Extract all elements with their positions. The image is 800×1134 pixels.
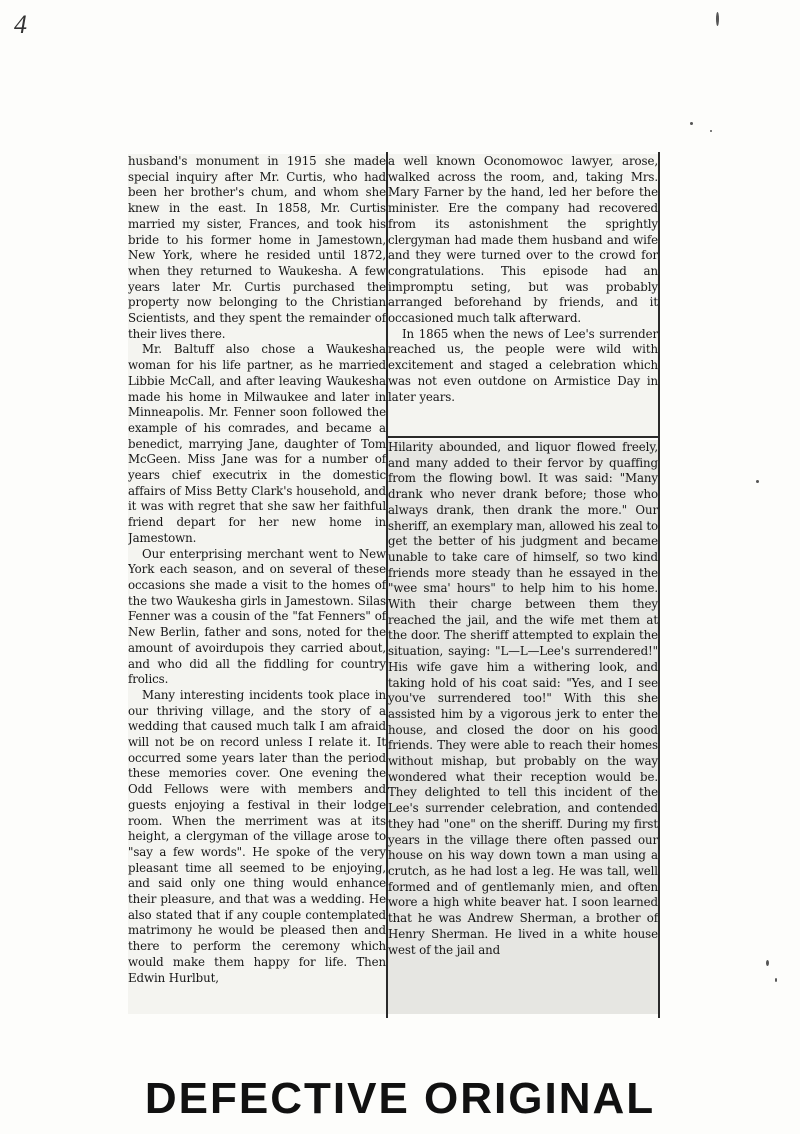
clipping-cut-line	[388, 436, 658, 438]
page-number: 4	[14, 10, 27, 39]
paragraph: Hilarity abounded, and liquor flowed freely, and many added to their fervor by quaffing from the flowing bowl. It was said: "Many drank who never drank before; those who always drank, then drank the more." Our sheriff, an exemplary man, allowed his zeal to get the better of his judgment and became unable to take care of himself, so two kind friends more steady than he essayed in the "wee sma' hours" to help him to his home. With their charge between them they reached the jail, and the wife met them at the door. The sheriff attempted to explain the situation, saying: "L—L—Lee's surrendered!" His wife gave him a withering look, and taking hold of his coat said: "Yes, and I see you've surrendered too!" With this she assisted him by a vigorous jerk to enter the house, and closed the door on his good friends. They were able to reach their homes without mishap, but probably on the way wondered what their reception would be. They delighted to tell this incident of the Lee's surrender celebration, and contended they had "one" on the sheriff. During my first years in the village there often passed our house on his way down town a man using a crutch, as he had lost a leg. He was tall, well formed and of gentlemanly mien, and often wore a high white beaver hat. I soon learned that he was Andrew Sherman, a brother of Henry Sherman. He lived in a white house west of the jail and	[388, 440, 658, 957]
scan-speck	[716, 12, 719, 26]
scan-speck	[710, 130, 712, 132]
clipping-edge	[658, 152, 660, 1018]
scan-speck	[766, 960, 769, 966]
article-column-right-bottom	[388, 440, 658, 1014]
article-column-right-top	[388, 154, 658, 438]
paragraph: Our enterprising merchant went to New York each season, and on several of these occasions she made a visit to the homes of the two Waukesha girls in Jamestown. Silas Fenner was a cousin of the "fat Fenners" of New Berlin, father and sons, noted for the amount of avoirdupois they carried about, and who did all the fiddling for country frolics.	[128, 546, 386, 687]
article-column-left	[128, 154, 386, 1014]
paragraph: Many interesting incidents took place in our thriving village, and the story of a wedding that caused much talk I am afraid will not be on record unless I relate it. It occurred some years later than the period these memories cover. One evening the Odd Fellows were with members and guests enjoying a festival in their lodge room. When the merriment was at its height, a clergyman of the village arose to "say a few words". He spoke of the very pleasant time all seemed to be enjoying, and said only one thing would enhance their pleasure, and that was a wedding. He also stated that if any couple contemplated matrimony he would be pleased then and there to perform the ceremony which would make them happy for life. Then Edwin Hurlbut,	[128, 687, 386, 985]
scan-speck	[756, 480, 759, 483]
paragraph: In 1865 when the news of Lee's surrender reached us, the people were wild with excitement and staged a celebration which was not even outdone on Armistice Day in later years.	[388, 326, 658, 404]
defective-original-stamp: DEFECTIVE ORIGINAL	[144, 1074, 656, 1123]
paragraph: a well known Oconomowoc lawyer, arose, walked across the room, and, taking Mrs. Mary Farner by the hand, led her before the minister. Ere the company had recovered from its astonishment the sprightly clergyman had made them husband and wife and they were turned over to the crowd for congratulations. This episode had an impromptu seting, but was probably arranged beforehand by friends, and it occasioned much talk afterward.	[388, 154, 658, 326]
paragraph: Mr. Baltuff also chose a Waukesha woman for his life partner, as he married Libbie McCall, and after leaving Waukesha made his home in Milwaukee and later in Minneapolis. Mr. Fenner soon followed the example of his comrades, and became a benedict, marrying Jane, daughter of Tom McGeen. Miss Jane was for a number of years chief executrix in the domestic affairs of Miss Betty Clark's household, and it was with regret that she saw her faithful friend depart for her new home in Jamestown.	[128, 342, 386, 545]
scan-speck	[690, 122, 693, 125]
paragraph: husband's monument in 1915 she made special inquiry after Mr. Curtis, who had been her brother's chum, and whom she knew in the east. In 1858, Mr. Curtis married my sister, Frances, and took his bride to his former home in Jamestown, New York, where he resided until 1872, when they returned to Waukesha. A few years later Mr. Curtis purchased the property now belonging to the Christian Scientists, and they spent the remainder of their lives there.	[128, 154, 386, 341]
scan-speck	[775, 978, 777, 982]
